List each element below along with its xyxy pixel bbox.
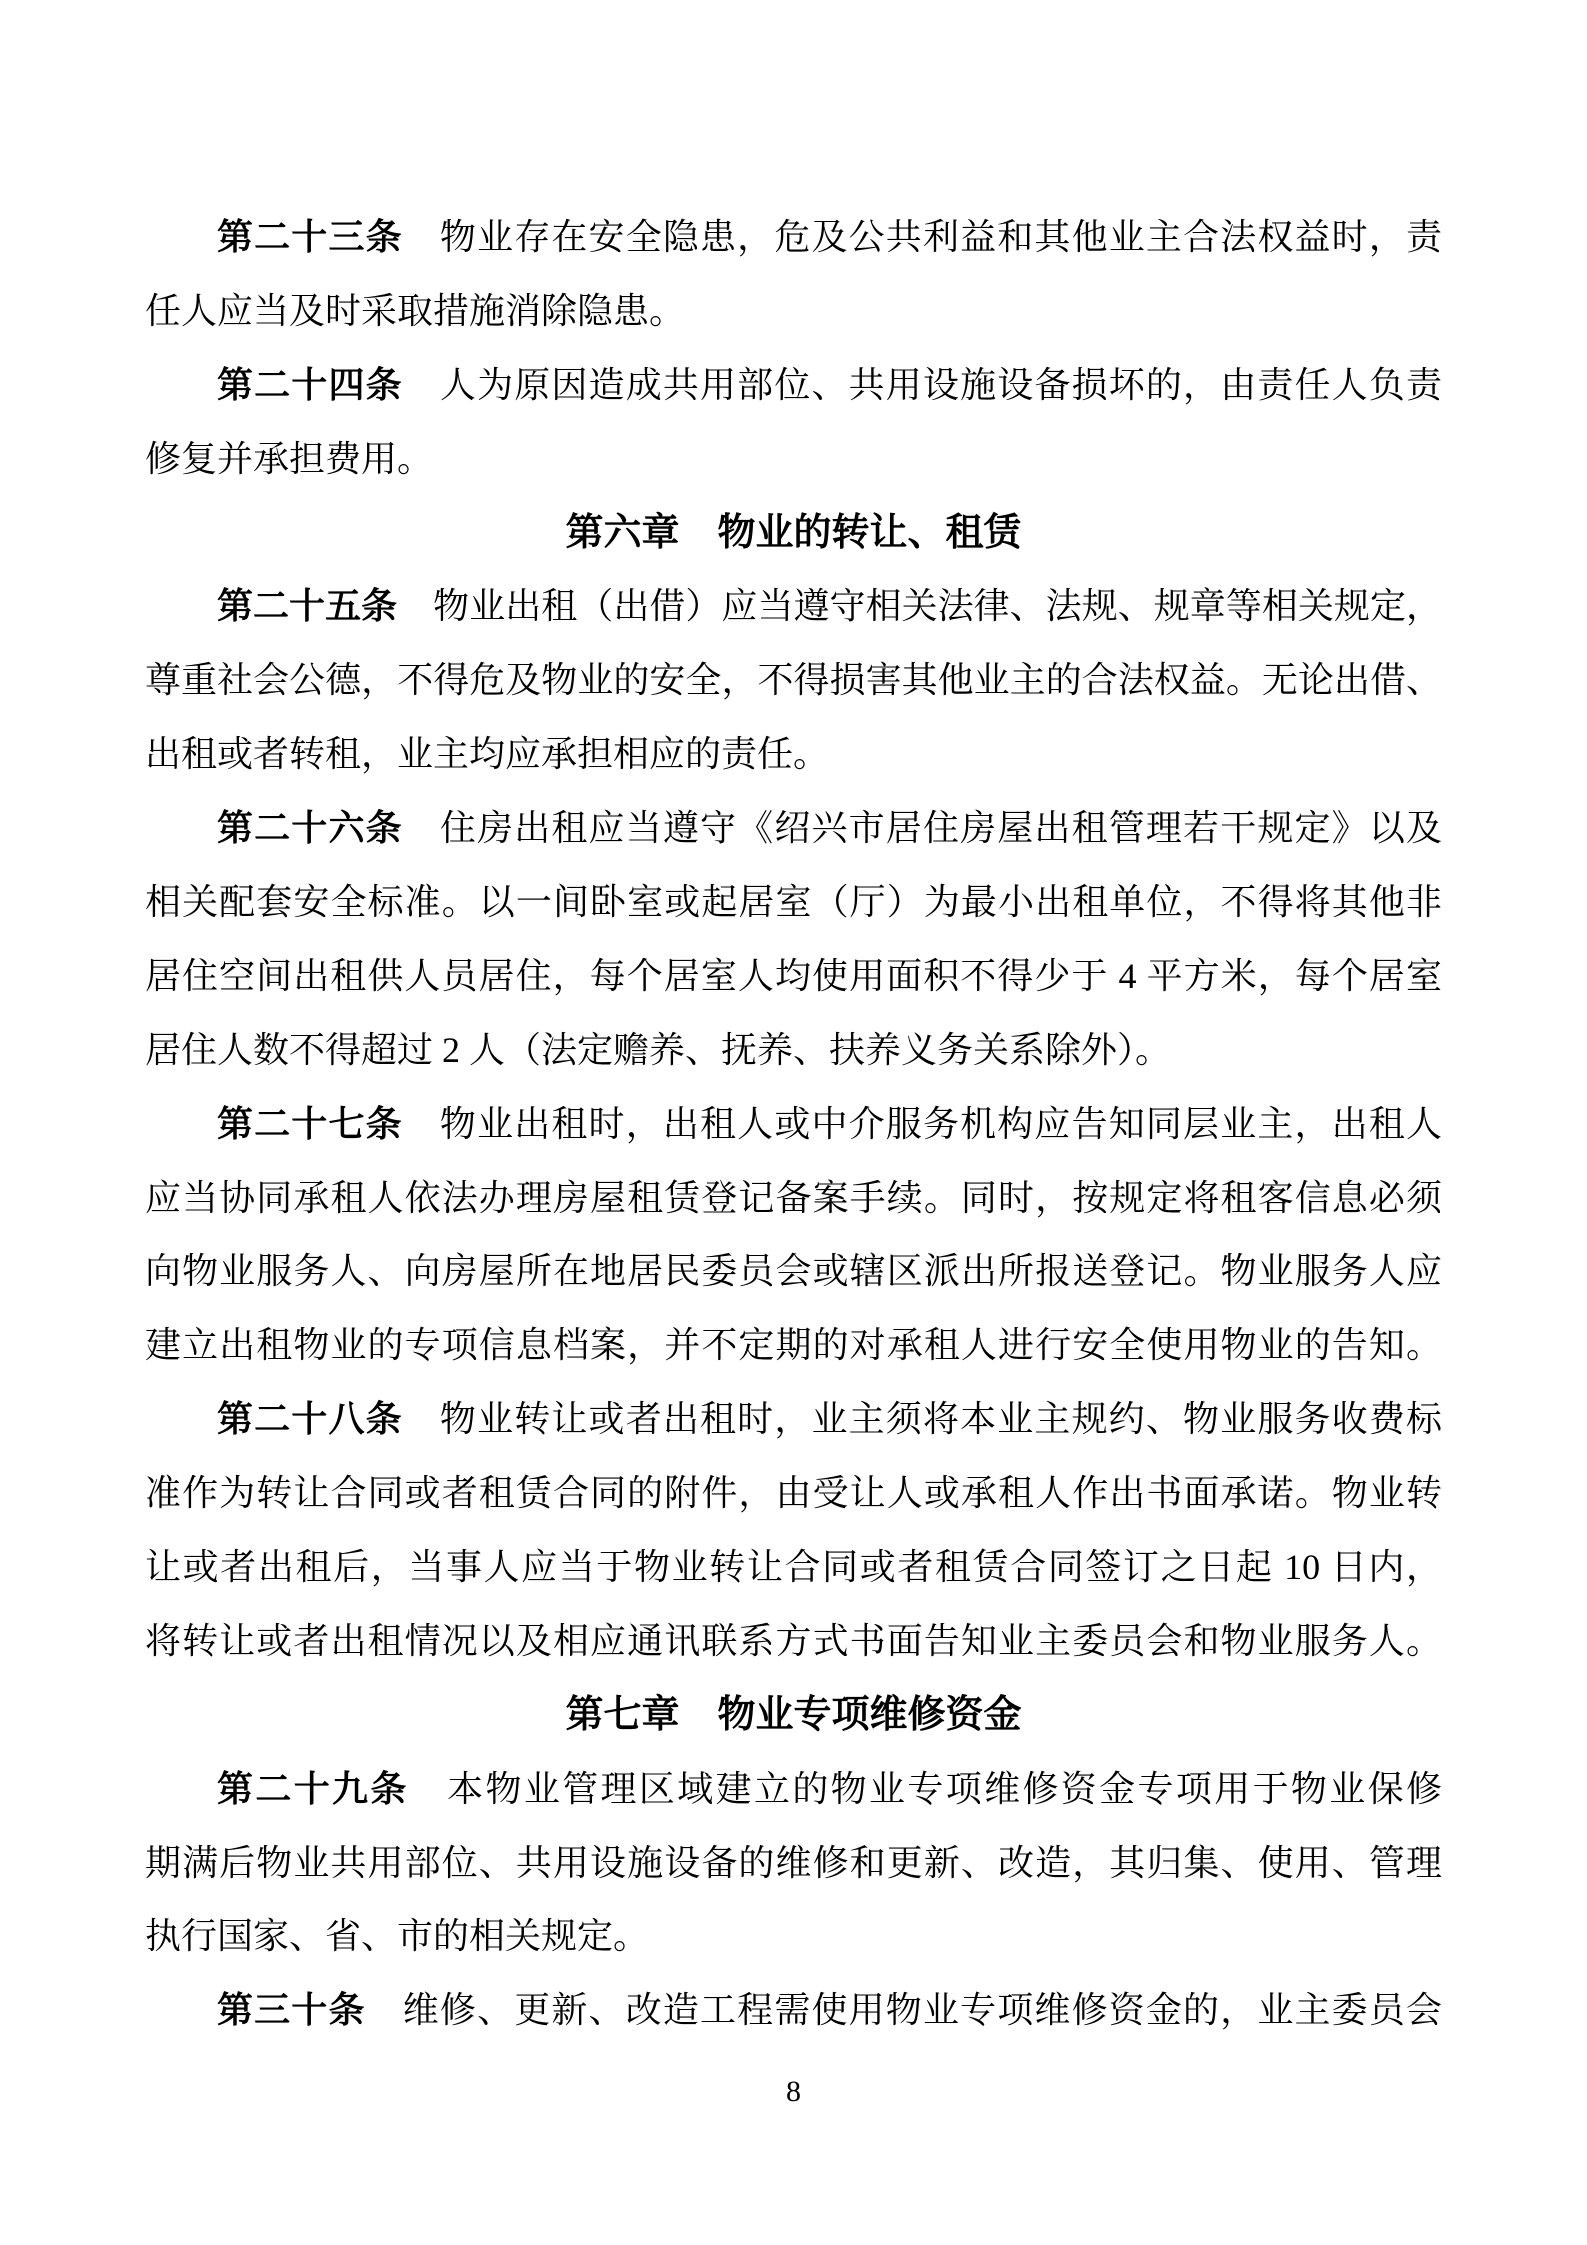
document-line: [145, 1827, 1442, 1901]
document-line: [145, 201, 1442, 275]
article-number: 第二十五条: [217, 586, 398, 627]
line-text: 期满后物业共用部位、共用设施设备的维修和更新、改造，其归集、使用、管理: [145, 1842, 1442, 1883]
line-text: 物业转让或者出租时，业主须将本业主规约、物业服务收费标: [402, 1399, 1442, 1440]
line-text: 出租或者转租，业主均应承担相应的责任。: [145, 734, 830, 775]
line-text: 让或者出租后，当事人应当于物业转让合同或者租赁合同签订之日起 10 日内，: [145, 1547, 1442, 1588]
article-number: 第二十九条: [217, 1768, 409, 1809]
line-text: 应当协同承租人依法办理房屋租赁登记备案手续。同时，按规定将租客信息必须: [145, 1177, 1442, 1218]
document-line: [145, 1457, 1442, 1531]
document-line: [145, 349, 1442, 423]
document-line: [145, 718, 1442, 792]
line-text: 居住空间出租供人员居住，每个居室人均使用面积不得少于 4 平方米，每个居室: [145, 955, 1442, 996]
document-line: [145, 866, 1442, 940]
chapter-heading: [145, 1679, 1442, 1753]
line-text: 维修、更新、改造工程需使用物业专项维修资金的，业主委员会: [365, 1990, 1442, 2031]
document-line: [145, 275, 1442, 349]
document-line: [145, 1014, 1442, 1088]
document-line: [145, 1900, 1442, 1974]
document-line: [145, 423, 1442, 497]
document-line: [145, 570, 1442, 644]
line-text: 物业出租时，出租人或中介服务机构应告知同层业主，出租人: [402, 1103, 1442, 1144]
chapter-heading-text: 第七章 物业专项维修资金: [565, 1693, 1022, 1736]
line-text: 相关配套安全标准。以一间卧室或起居室（厅）为最小出租单位，不得将其他非: [145, 882, 1442, 923]
document-body: [145, 201, 1442, 2048]
line-text: 修复并承担费用。: [145, 438, 434, 479]
line-text: 将转让或者出租情况以及相应通讯联系方式书面告知业主委员会和物业服务人。: [145, 1620, 1442, 1661]
line-text: 人为原因造成共用部位、共用设施设备损坏的，由责任人负责: [402, 364, 1442, 405]
document-line: [145, 940, 1442, 1014]
chapter-heading-text: 第六章 物业的转让、租赁: [565, 511, 1022, 554]
article-number: 第二十三条: [217, 217, 403, 257]
line-text: 物业出租（出借）应当遵守相关法律、法规、规章等相关规定，: [397, 586, 1442, 627]
line-text: 执行国家、省、市的相关规定。: [145, 1916, 650, 1957]
chapter-heading: [145, 497, 1442, 571]
article-number: 第二十七条: [217, 1103, 403, 1144]
line-text: 尊重社会公德，不得危及物业的安全，不得损害其他业主的合法权益。无论出借、: [145, 660, 1442, 701]
line-text: 向物业服务人、向房屋所在地居民委员会或辖区派出所报送登记。物业服务人应: [145, 1251, 1442, 1292]
document-line: [145, 1162, 1442, 1236]
line-text: 本物业管理区域建立的物业专项维修资金专项用于物业保修: [408, 1768, 1442, 1809]
line-text: 建立出租物业的专项信息档案，并不定期的对承租人进行安全使用物业的告知。: [145, 1325, 1442, 1366]
document-line: [145, 644, 1442, 718]
document-line: [145, 1753, 1442, 1827]
line-text: 任人应当及时采取措施消除隐患。: [145, 290, 686, 331]
article-number: 第二十八条: [217, 1399, 403, 1440]
line-text: 物业存在安全隐患，危及公共利益和其他业主合法权益时，责: [402, 217, 1442, 257]
line-text: 准作为转让合同或者租赁合同的附件，由受让人或承租人作出书面承诺。物业转: [145, 1473, 1442, 1514]
article-number: 第二十六条: [217, 808, 403, 849]
document-line: [145, 1088, 1442, 1162]
document-line: [145, 1383, 1442, 1457]
article-number: 第二十四条: [217, 364, 403, 405]
document-line: [145, 1309, 1442, 1383]
line-text: 住房出租应当遵守《绍兴市居住房屋出租管理若干规定》以及: [402, 808, 1442, 849]
document-line: [145, 1974, 1442, 2048]
document-line: [145, 1531, 1442, 1605]
document-line: [145, 1235, 1442, 1309]
document-line: [145, 792, 1442, 866]
page-number: 8: [786, 2075, 801, 2108]
document-line: [145, 1605, 1442, 1679]
article-number: 第三十条: [217, 1990, 366, 2031]
line-text: 居住人数不得超过 2 人（法定赡养、抚养、扶养义务关系除外）。: [145, 1029, 1172, 1070]
